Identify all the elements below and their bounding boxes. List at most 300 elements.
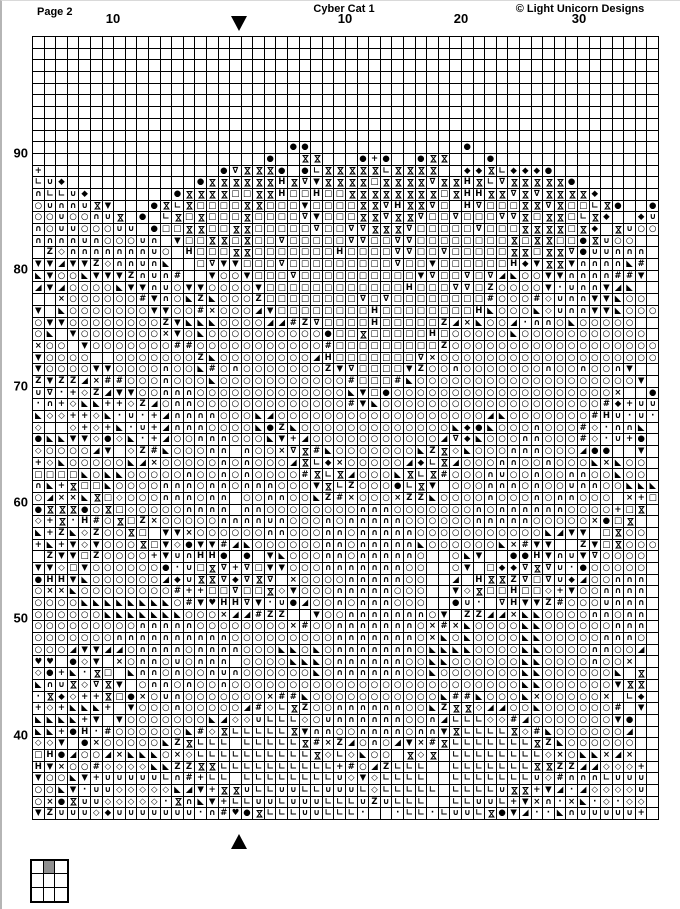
stitch-cell: ○ — [242, 645, 254, 657]
stitch-cell: ○ — [114, 236, 126, 248]
stitch-cell: ∩ — [532, 434, 544, 446]
stitch-cell: ○ — [230, 376, 242, 388]
stitch-cell: ○ — [508, 306, 520, 318]
stitch-cell: ∩ — [404, 633, 416, 645]
stitch-cell: ∪ — [276, 785, 288, 797]
stitch-cell — [149, 166, 161, 178]
stitch-cell — [91, 166, 103, 178]
stitch-cell: ○ — [219, 528, 231, 540]
stitch-cell — [68, 738, 80, 750]
stitch-cell: ○ — [184, 376, 196, 388]
stitch-cell: ○ — [346, 411, 358, 423]
stitch-cell: ∩ — [381, 528, 393, 540]
stitch-cell: + — [79, 423, 91, 435]
stitch-cell: ◣ — [532, 703, 544, 715]
stitch-cell — [647, 738, 659, 750]
stitch-cell: □ — [288, 294, 300, 306]
stitch-cell: Z — [45, 808, 57, 820]
stitch-cell: ○ — [392, 399, 404, 411]
stitch-cell: ∇ — [392, 259, 404, 271]
stitch-cell: □ — [427, 341, 439, 353]
stitch-cell — [103, 72, 115, 84]
stitch-cell: ○ — [450, 668, 462, 680]
stitch-cell — [613, 95, 625, 107]
stitch-cell: ○ — [103, 329, 115, 341]
stitch-cell: ○ — [288, 540, 300, 552]
stitch-cell: ○ — [450, 411, 462, 423]
stitch-cell — [68, 119, 80, 131]
stitch-cell: ∟ — [485, 177, 497, 189]
stitch-cell — [323, 107, 335, 119]
stitch-cell: ○ — [253, 668, 265, 680]
stitch-cell: ∩ — [358, 715, 370, 727]
stitch-cell: ∩ — [91, 212, 103, 224]
stitch-cell: ○ — [311, 563, 323, 575]
stitch-cell: ○ — [578, 399, 590, 411]
stitch-cell: □ — [358, 306, 370, 318]
stitch-cell: ○ — [323, 621, 335, 633]
stitch-cell — [149, 142, 161, 154]
stitch-cell: ◣ — [207, 294, 219, 306]
stitch-cell — [624, 177, 636, 189]
stitch-cell — [404, 142, 416, 154]
stitch-cell — [578, 49, 590, 61]
stitch-cell: □ — [300, 247, 312, 259]
stitch-cell — [56, 95, 68, 107]
stitch-cell: ○ — [601, 563, 613, 575]
stitch-cell — [323, 60, 335, 72]
stitch-cell — [497, 84, 509, 96]
stitch-cell: ○ — [91, 610, 103, 622]
stitch-cell — [624, 212, 636, 224]
stitch-cell: ◣ — [33, 680, 45, 692]
stitch-cell — [404, 119, 416, 131]
stitch-cell: ∩ — [369, 505, 381, 517]
stitch-cell: ○ — [253, 621, 265, 633]
stitch-cell: ● — [68, 727, 80, 739]
stitch-cell: ∪ — [103, 773, 115, 785]
stitch-cell — [68, 37, 80, 49]
stitch-cell — [56, 37, 68, 49]
stitch-cell: ○ — [288, 364, 300, 376]
stitch-cell: ○ — [497, 376, 509, 388]
stitch-cell: ∩ — [624, 621, 636, 633]
stitch-cell: ○ — [439, 668, 451, 680]
stitch-cell: □ — [323, 189, 335, 201]
stitch-cell — [33, 84, 45, 96]
stitch-cell: # — [300, 469, 312, 481]
stitch-cell — [485, 72, 497, 84]
stitch-cell: ○ — [543, 411, 555, 423]
stitch-cell: ○ — [91, 633, 103, 645]
stitch-cell — [647, 72, 659, 84]
stitch-cell: ⋈ — [427, 189, 439, 200]
stitch-cell: ⋈ — [299, 154, 311, 164]
stitch-cell: □ — [334, 212, 346, 224]
stitch-cell — [647, 142, 659, 154]
stitch-cell: □ — [392, 364, 404, 376]
stitch-cell: ◣ — [311, 656, 323, 668]
stitch-cell: ∩ — [161, 680, 173, 692]
stitch-cell: ∩ — [566, 271, 578, 283]
stitch-cell: ○ — [636, 540, 648, 552]
stitch-cell: □ — [404, 341, 416, 353]
stitch-cell: ∟ — [474, 808, 486, 820]
stitch-cell — [543, 107, 555, 119]
stitch-cell: ∩ — [137, 656, 149, 668]
stitch-cell: ○ — [230, 318, 242, 330]
stitch-cell: ◣ — [508, 329, 520, 341]
stitch-cell: ▼ — [358, 773, 370, 785]
stitch-cell: # — [184, 773, 196, 785]
stitch-cell: ● — [590, 446, 602, 458]
stitch-cell: ◇ — [126, 446, 138, 458]
stitch-cell: ◣ — [520, 692, 532, 704]
stitch-cell: ○ — [79, 329, 91, 341]
stitch-cell: ∩ — [381, 703, 393, 715]
stitch-cell — [450, 84, 462, 96]
stitch-cell: ♥ — [45, 656, 57, 668]
stitch-cell — [647, 282, 659, 294]
stitch-cell: ○ — [149, 703, 161, 715]
stitch-cell: × — [462, 318, 474, 330]
stitch-cell — [381, 808, 393, 820]
stitch-cell — [601, 84, 613, 96]
stitch-cell: ∩ — [149, 656, 161, 668]
stitch-cell: ○ — [555, 388, 567, 400]
stitch-cell: ⋈ — [404, 189, 416, 200]
stitch-cell: ● — [601, 516, 613, 528]
stitch-cell — [485, 598, 497, 610]
stitch-cell: ◇ — [33, 423, 45, 435]
stitch-cell: ○ — [311, 621, 323, 633]
stitch-cell: ○ — [462, 388, 474, 400]
stitch-cell: ∟ — [288, 762, 300, 774]
stitch-cell: ∩ — [114, 247, 126, 259]
stitch-cell: ∩ — [532, 446, 544, 458]
stitch-cell: ○ — [636, 551, 648, 563]
stitch-cell: ∩ — [369, 586, 381, 598]
stitch-cell: ⋈ — [543, 189, 555, 200]
stitch-cell: □ — [427, 236, 439, 248]
stitch-cell: Z — [265, 610, 277, 622]
stitch-cell: ○ — [33, 212, 45, 224]
stitch-cell: ◣ — [103, 610, 115, 622]
stitch-cell — [207, 49, 219, 61]
stitch-cell: □ — [439, 189, 451, 201]
stitch-cell — [590, 154, 602, 166]
stitch-cell: × — [184, 528, 196, 540]
stitch-cell: ○ — [323, 434, 335, 446]
stitch-cell: # — [300, 621, 312, 633]
stitch-cell: ∇ — [450, 212, 462, 224]
stitch-cell — [56, 131, 68, 143]
stitch-cell: ○ — [126, 727, 138, 739]
stitch-cell: ○ — [276, 329, 288, 341]
stitch-cell: ○ — [578, 388, 590, 400]
stitch-cell: ○ — [219, 329, 231, 341]
stitch-cell: ○ — [520, 294, 532, 306]
stitch-cell: ∟ — [462, 727, 474, 739]
stitch-cell: ∪ — [172, 551, 184, 563]
stitch-cell — [392, 119, 404, 131]
stitch-cell: □ — [242, 259, 254, 271]
stitch-cell: ○ — [543, 633, 555, 645]
stitch-cell — [555, 107, 567, 119]
stitch-cell: ○ — [346, 692, 358, 704]
stitch-cell: ○ — [323, 505, 335, 517]
stitch-cell — [647, 247, 659, 259]
stitch-cell: ● — [219, 166, 231, 178]
stitch-cell: ○ — [114, 364, 126, 376]
stitch-cell: □ — [647, 493, 659, 505]
stitch-cell: ∩ — [358, 668, 370, 680]
stitch-cell: ◣ — [613, 294, 625, 306]
stitch-cell: ○ — [369, 680, 381, 692]
stitch-cell: ○ — [45, 785, 57, 797]
stitch-cell: ∩ — [624, 247, 636, 259]
stitch-cell: ○ — [613, 551, 625, 563]
stitch-cell — [79, 166, 91, 178]
stitch-cell: ○ — [161, 469, 173, 481]
stitch-cell: ∩ — [219, 481, 231, 493]
stitch-cell: ○ — [590, 621, 602, 633]
stitch-cell — [439, 773, 451, 785]
stitch-cell: ◣ — [613, 469, 625, 481]
stitch-cell: □ — [79, 551, 91, 563]
stitch-cell: ◆ — [636, 692, 648, 704]
stitch-cell: ○ — [624, 376, 636, 388]
stitch-cell: ∩ — [276, 493, 288, 505]
stitch-cell: ○ — [404, 434, 416, 446]
stitch-cell: ◣ — [578, 797, 590, 809]
stitch-cell — [590, 49, 602, 61]
stitch-cell — [427, 72, 439, 84]
stitch-cell: ○ — [578, 645, 590, 657]
stitch-cell: ○ — [601, 376, 613, 388]
stitch-cell: □ — [323, 236, 335, 248]
stitch-cell: ○ — [300, 528, 312, 540]
stitch-cell: ▼ — [114, 680, 126, 692]
stitch-cell: ○ — [613, 318, 625, 330]
stitch-cell — [427, 60, 439, 72]
stitch-cell: ○ — [172, 516, 184, 528]
stitch-cell — [184, 154, 196, 166]
stitch-cell: ⋈ — [427, 166, 439, 176]
stitch-cell: ◣ — [137, 750, 149, 762]
stitch-cell: × — [288, 575, 300, 587]
stitch-cell: ○ — [624, 469, 636, 481]
stitch-cell: □ — [381, 329, 393, 341]
stitch-cell: □ — [497, 247, 509, 259]
stitch-cell: ○ — [311, 423, 323, 435]
stitch-cell: × — [624, 493, 636, 505]
stitch-cell — [195, 37, 207, 49]
stitch-cell: ⋈ — [172, 212, 184, 223]
stitch-cell — [265, 119, 277, 131]
stitch-cell: ○ — [323, 668, 335, 680]
stitch-cell — [532, 95, 544, 107]
stitch-cell: □ — [439, 201, 451, 213]
stitch-cell: ○ — [103, 575, 115, 587]
stitch-cell — [126, 119, 138, 131]
stitch-cell: · — [172, 563, 184, 575]
stitch-cell: × — [265, 692, 277, 704]
stitch-cell: ∇ — [381, 201, 393, 213]
stitch-cell — [532, 154, 544, 166]
stitch-cell: ○ — [624, 353, 636, 365]
stitch-cell: ◇ — [184, 750, 196, 762]
stitch-cell: ○ — [462, 505, 474, 517]
stitch-cell — [636, 84, 648, 96]
stitch-cell — [647, 107, 659, 119]
stitch-cell — [647, 750, 659, 762]
stitch-cell: ∟ — [265, 808, 277, 820]
stitch-cell — [126, 131, 138, 143]
stitch-cell: ○ — [161, 750, 173, 762]
stitch-cell — [161, 49, 173, 61]
stitch-cell — [230, 131, 242, 143]
stitch-cell — [462, 107, 474, 119]
stitch-cell: ◇ — [79, 388, 91, 400]
stitch-cell: ○ — [624, 540, 636, 552]
stitch-cell: ⋈ — [404, 750, 416, 761]
stitch-cell: ◇ — [265, 703, 277, 715]
stitch-cell — [276, 72, 288, 84]
stitch-cell: ○ — [636, 353, 648, 365]
stitch-cell: ◣ — [520, 668, 532, 680]
stitch-cell: ∩ — [497, 481, 509, 493]
stitch-cell — [601, 154, 613, 166]
stitch-cell: ∩ — [590, 481, 602, 493]
stitch-cell: □ — [404, 271, 416, 283]
stitch-cell: ∩ — [184, 481, 196, 493]
stitch-cell: ○ — [68, 458, 80, 470]
stitch-cell: ∩ — [172, 481, 184, 493]
stitch-cell: ▼ — [265, 563, 277, 575]
stitch-cell: ∇ — [566, 247, 578, 259]
stitch-cell: ▼ — [543, 271, 555, 283]
stitch-cell: ∩ — [508, 516, 520, 528]
stitch-cell: ◣ — [288, 656, 300, 668]
stitch-cell: Z — [404, 493, 416, 505]
stitch-cell: ∩ — [381, 551, 393, 563]
stitch-cell: ○ — [346, 540, 358, 552]
stitch-cell: ○ — [323, 610, 335, 622]
stitch-cell: ◣ — [392, 469, 404, 481]
stitch-cell: ○ — [485, 680, 497, 692]
stitch-cell: ○ — [323, 692, 335, 704]
stitch-cell: × — [56, 294, 68, 306]
stitch-cell — [161, 142, 173, 154]
stitch-cell: ⋈ — [543, 177, 555, 188]
stitch-cell: ∪ — [601, 808, 613, 820]
stitch-cell: ∟ — [265, 750, 277, 762]
stitch-cell: ○ — [300, 575, 312, 587]
stitch-cell: × — [427, 353, 439, 365]
stitch-cell: ∪ — [474, 797, 486, 809]
stitch-cell — [79, 60, 91, 72]
stitch-cell: ○ — [242, 329, 254, 341]
stitch-cell: ∩ — [358, 633, 370, 645]
stitch-cell: ▼ — [613, 680, 625, 692]
stitch-cell: ∇ — [207, 259, 219, 271]
stitch-cell — [474, 72, 486, 84]
stitch-cell — [346, 154, 358, 166]
stitch-cell — [613, 177, 625, 189]
stitch-cell: ∩ — [207, 446, 219, 458]
stitch-cell: ◣ — [149, 598, 161, 610]
stitch-cell — [543, 60, 555, 72]
stitch-cell: ∟ — [253, 727, 265, 739]
stitch-cell: □ — [392, 271, 404, 283]
stitch-cell — [404, 154, 416, 166]
stitch-cell — [79, 49, 91, 61]
stitch-cell — [624, 446, 636, 458]
stitch-cell: □ — [323, 224, 335, 236]
stitch-cell: ◣ — [485, 423, 497, 435]
stitch-cell: Z — [56, 528, 68, 540]
stitch-cell: ● — [219, 551, 231, 563]
stitch-cell: ◢ — [149, 399, 161, 411]
stitch-cell — [184, 72, 196, 84]
stitch-cell — [33, 72, 45, 84]
stitch-cell: + — [114, 399, 126, 411]
stitch-cell: ∇ — [497, 598, 509, 610]
stitch-cell: ○ — [126, 364, 138, 376]
stitch-cell — [647, 516, 659, 528]
stitch-cell — [462, 95, 474, 107]
stitch-cell: ◣ — [56, 434, 68, 446]
stitch-cell: ○ — [33, 621, 45, 633]
stitch-cell: ∩ — [56, 236, 68, 248]
stitch-cell: ◣ — [590, 458, 602, 470]
stitch-cell: ○ — [184, 364, 196, 376]
stitch-cell: ∩ — [485, 469, 497, 481]
stitch-cell: ⋈ — [543, 259, 555, 270]
stitch-cell: ∩ — [230, 516, 242, 528]
stitch-cell: □ — [300, 189, 312, 201]
stitch-cell: ∟ — [508, 762, 520, 774]
stitch-cell: × — [114, 750, 126, 762]
stitch-cell — [126, 142, 138, 154]
stitch-cell — [230, 446, 242, 458]
stitch-cell — [520, 84, 532, 96]
stitch-cell: ○ — [45, 364, 57, 376]
stitch-cell: ∩ — [485, 481, 497, 493]
stitch-cell: ◇ — [33, 446, 45, 458]
stitch-cell — [358, 142, 370, 154]
stitch-cell: ∟ — [311, 762, 323, 774]
stitch-cell: ○ — [532, 528, 544, 540]
stitch-cell: □ — [427, 306, 439, 318]
stitch-cell: ∩ — [195, 411, 207, 423]
stitch-cell: ▼ — [508, 808, 520, 820]
stitch-cell: ○ — [404, 656, 416, 668]
stitch-cell: ○ — [242, 633, 254, 645]
stitch-cell — [474, 131, 486, 143]
stitch-cell: □ — [207, 586, 219, 598]
stitch-cell: + — [149, 411, 161, 423]
stitch-cell: ∩ — [590, 645, 602, 657]
stitch-cell: ○ — [462, 668, 474, 680]
stitch-cell: · — [358, 808, 370, 820]
stitch-cell: □ — [358, 318, 370, 330]
stitch-cell — [323, 37, 335, 49]
stitch-cell: ⋈ — [357, 329, 369, 340]
stitch-cell: ○ — [508, 341, 520, 353]
stitch-cell: ⋈ — [322, 177, 334, 188]
